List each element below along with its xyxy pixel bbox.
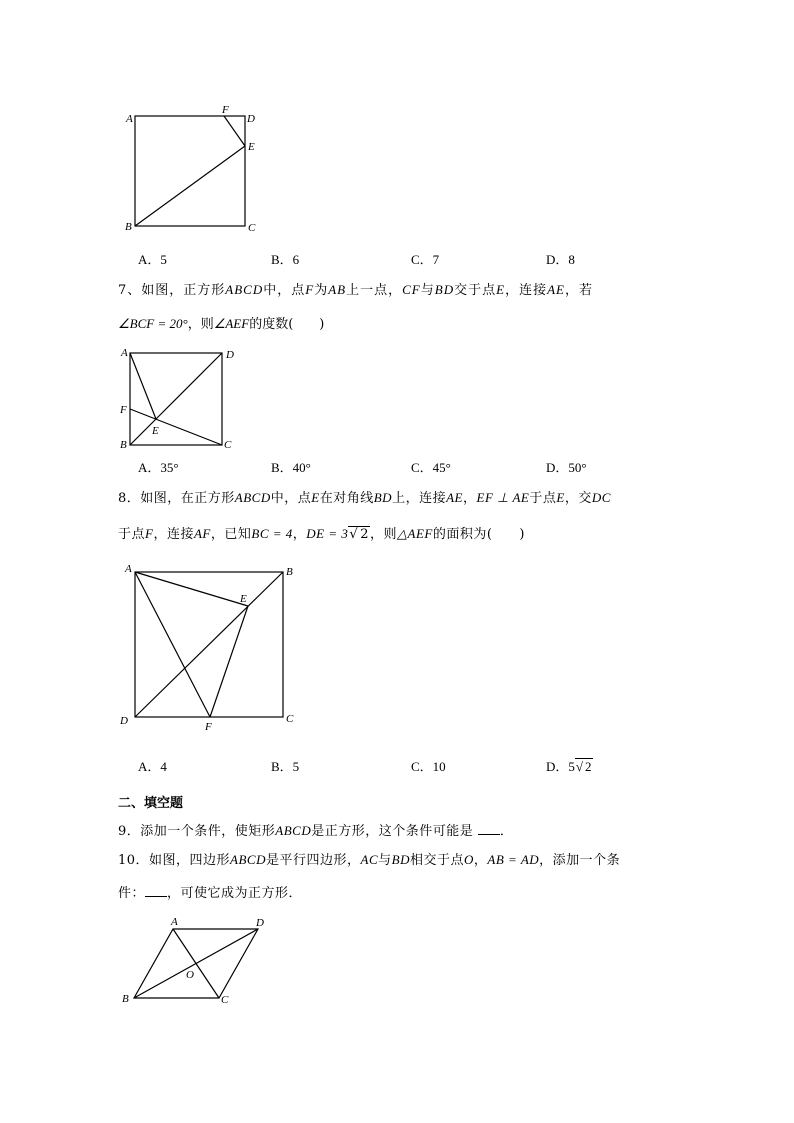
- square-abcd: [135, 116, 245, 226]
- q7-line-2: ∠BCF = 20°，则∠AEF的度数( ): [118, 316, 325, 332]
- label-c: C: [221, 994, 229, 1006]
- segment-ef: [210, 606, 248, 717]
- diagonal-bd: [130, 353, 222, 445]
- q8-option-d: D．5√ 2: [546, 759, 592, 774]
- q9-text: 9．添加一个条件，使矩形ABCD是正方形，这个条件可能是 ．: [118, 823, 514, 839]
- label-d: D: [226, 349, 234, 361]
- label-a: A: [126, 113, 133, 125]
- q7-option-d: D．50°: [546, 460, 587, 475]
- q10-line-1: 10．如图，四边形ABCD是平行四边形，AC与BD相交于点O，AB = AD，添加一个条: [118, 852, 621, 868]
- label-c: C: [224, 439, 232, 451]
- label-f: F: [205, 721, 212, 733]
- q8-line-1: 8．如图，在正方形ABCD中，点E在对角线BD上，连接AE，EF ⊥ AE于点E，交DC: [118, 490, 611, 506]
- q10-line-2: 件： ，可使它成为正方形．: [118, 886, 303, 901]
- q8-line-2: 于点F，连接AF，已知BC = 4，DE = 3√ 2，则△AEF的面积为( ): [118, 526, 525, 542]
- label-f: F: [222, 104, 229, 116]
- label-d: D: [120, 715, 128, 727]
- segment-fc: [130, 409, 222, 445]
- q8-option-c: C．10: [411, 759, 446, 774]
- q8-option-b: B．5: [271, 759, 300, 774]
- answer-blank[interactable]: [145, 884, 167, 897]
- label-f: F: [120, 404, 127, 416]
- label-b: B: [125, 221, 132, 233]
- section-title-fill-in: 二、填空题: [118, 796, 184, 811]
- label-a: A: [121, 347, 128, 359]
- question-8-figure: [115, 560, 300, 735]
- sqrt-symbol: √: [575, 759, 584, 774]
- label-b: B: [122, 993, 129, 1005]
- segment-ae: [130, 353, 156, 419]
- segment-fe: [224, 116, 245, 146]
- question-10-figure: [115, 912, 275, 1012]
- label-b: B: [286, 566, 293, 578]
- label-c: C: [286, 713, 294, 725]
- label-a: A: [171, 916, 178, 928]
- q7-line-1: 7、如图，正方形ABCD中，点F为AB上一点，CF与BD交于点E，连接AE，若: [118, 282, 594, 298]
- q8-option-a: A．4: [138, 759, 167, 774]
- q6-option-a: A．5: [138, 252, 167, 267]
- q7-option-c: C．45°: [411, 460, 451, 475]
- label-e: E: [248, 141, 255, 153]
- segment-af: [135, 572, 210, 717]
- q7-option-a: A．35°: [138, 460, 179, 475]
- label-e: E: [152, 425, 159, 437]
- q6-option-c: C．7: [411, 252, 440, 267]
- label-d: D: [247, 113, 255, 125]
- segment-be: [135, 146, 245, 226]
- diagonal-bd: [134, 929, 258, 998]
- label-a: A: [125, 563, 132, 575]
- segment-ae: [135, 572, 248, 606]
- q7-option-b: B．40°: [271, 460, 311, 475]
- question-7-figure: [115, 342, 240, 454]
- label-d: D: [256, 917, 264, 929]
- label-e: E: [240, 593, 247, 605]
- label-o: O: [186, 969, 194, 981]
- label-b: B: [120, 439, 127, 451]
- sqrt-symbol: √: [349, 527, 359, 542]
- label-c: C: [248, 222, 256, 234]
- question-6-figure: [120, 100, 270, 240]
- q6-option-d: D．8: [546, 252, 575, 267]
- q6-option-b: B．6: [271, 252, 300, 267]
- answer-blank[interactable]: [478, 822, 500, 835]
